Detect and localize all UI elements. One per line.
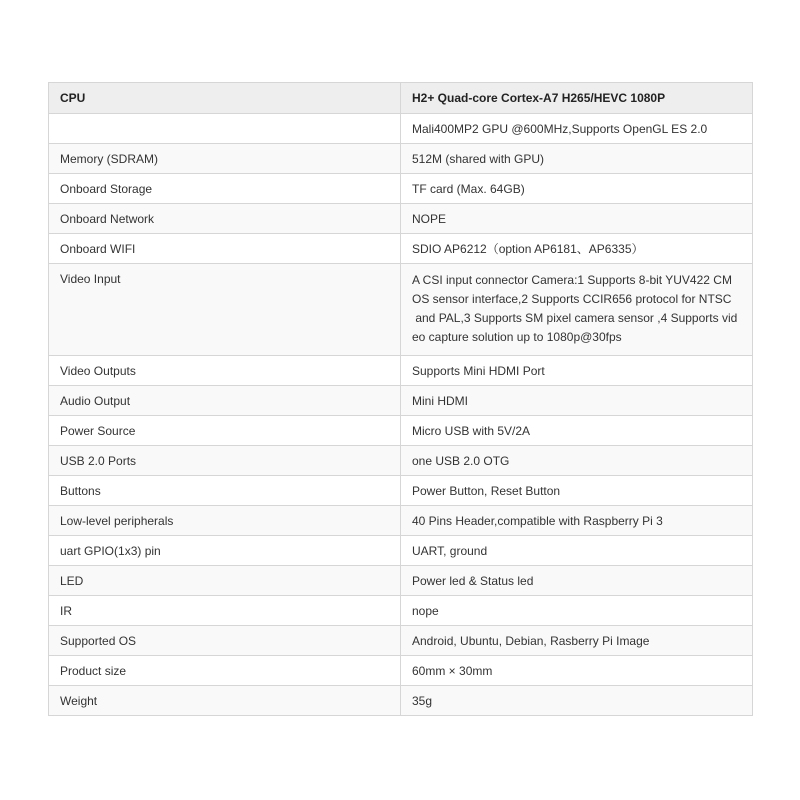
- spec-label: Video Input: [49, 264, 401, 356]
- spec-value: Power led & Status led: [401, 566, 753, 596]
- spec-label: USB 2.0 Ports: [49, 446, 401, 476]
- spec-label: Buttons: [49, 476, 401, 506]
- spec-value: 40 Pins Header,compatible with Raspberry Pi 3: [401, 506, 753, 536]
- spec-label: LED: [49, 566, 401, 596]
- table-row: [49, 144, 753, 174]
- spec-table: [48, 82, 753, 716]
- table-row: [49, 596, 753, 626]
- spec-label: Onboard Network: [49, 204, 401, 234]
- spec-label: uart GPIO(1x3) pin: [49, 536, 401, 566]
- table-row: [49, 686, 753, 716]
- table-row: [49, 356, 753, 386]
- spec-value: Android, Ubuntu, Debian, Rasberry Pi Image: [401, 626, 753, 656]
- table-row: [49, 416, 753, 446]
- spec-value: Mali400MP2 GPU @600MHz,Supports OpenGL ES 2.0: [401, 114, 753, 144]
- table-row: [49, 446, 753, 476]
- spec-label: Weight: [49, 686, 401, 716]
- spec-label: Onboard WIFI: [49, 234, 401, 264]
- table-row: [49, 386, 753, 416]
- spec-value-line: eo capture solution up to 1080p@30fps: [412, 330, 622, 344]
- spec-value: Micro USB with 5V/2A: [401, 416, 753, 446]
- spec-value: 60mm × 30mm: [401, 656, 753, 686]
- spec-value: UART, ground: [401, 536, 753, 566]
- spec-value-line: OS sensor interface,2 Supports CCIR656 protocol for NTSC: [412, 292, 732, 306]
- spec-label: Power Source: [49, 416, 401, 446]
- table-row: [49, 566, 753, 596]
- spec-value: 512M (shared with GPU): [401, 144, 753, 174]
- table-row: [49, 626, 753, 656]
- table-row: [49, 536, 753, 566]
- spec-value-line: A CSI input connector Camera:1 Supports 8-bit YUV422 CM: [412, 273, 732, 287]
- table-row: [49, 506, 753, 536]
- table-row: [49, 174, 753, 204]
- spec-value: TF card (Max. 64GB): [401, 174, 753, 204]
- spec-value: Mini HDMI: [401, 386, 753, 416]
- table-header-row: [49, 83, 753, 114]
- spec-value: [401, 264, 753, 356]
- spec-value: NOPE: [401, 204, 753, 234]
- spec-value: nope: [401, 596, 753, 626]
- table-row: [49, 476, 753, 506]
- spec-label: Low-level peripherals: [49, 506, 401, 536]
- table-row: [49, 264, 753, 356]
- table-row: [49, 204, 753, 234]
- spec-label: Video Outputs: [49, 356, 401, 386]
- spec-value-line: and PAL,3 Supports SM pixel camera sensor ,4 Supports vid: [412, 311, 738, 325]
- spec-label: Memory (SDRAM): [49, 144, 401, 174]
- spec-value: H2+ Quad-core Cortex-A7 H265/HEVC 1080P: [401, 83, 753, 114]
- spec-value: 35g: [401, 686, 753, 716]
- spec-label: [49, 114, 401, 144]
- spec-label: CPU: [49, 83, 401, 114]
- spec-label: IR: [49, 596, 401, 626]
- table-row: [49, 114, 753, 144]
- spec-label: Onboard Storage: [49, 174, 401, 204]
- spec-value: Power Button, Reset Button: [401, 476, 753, 506]
- table-row: [49, 656, 753, 686]
- table-row: [49, 234, 753, 264]
- spec-value: Supports Mini HDMI Port: [401, 356, 753, 386]
- spec-value: SDIO AP6212（option AP6181、AP6335）: [401, 234, 753, 264]
- spec-label: Audio Output: [49, 386, 401, 416]
- spec-label: Supported OS: [49, 626, 401, 656]
- spec-value: one USB 2.0 OTG: [401, 446, 753, 476]
- spec-label: Product size: [49, 656, 401, 686]
